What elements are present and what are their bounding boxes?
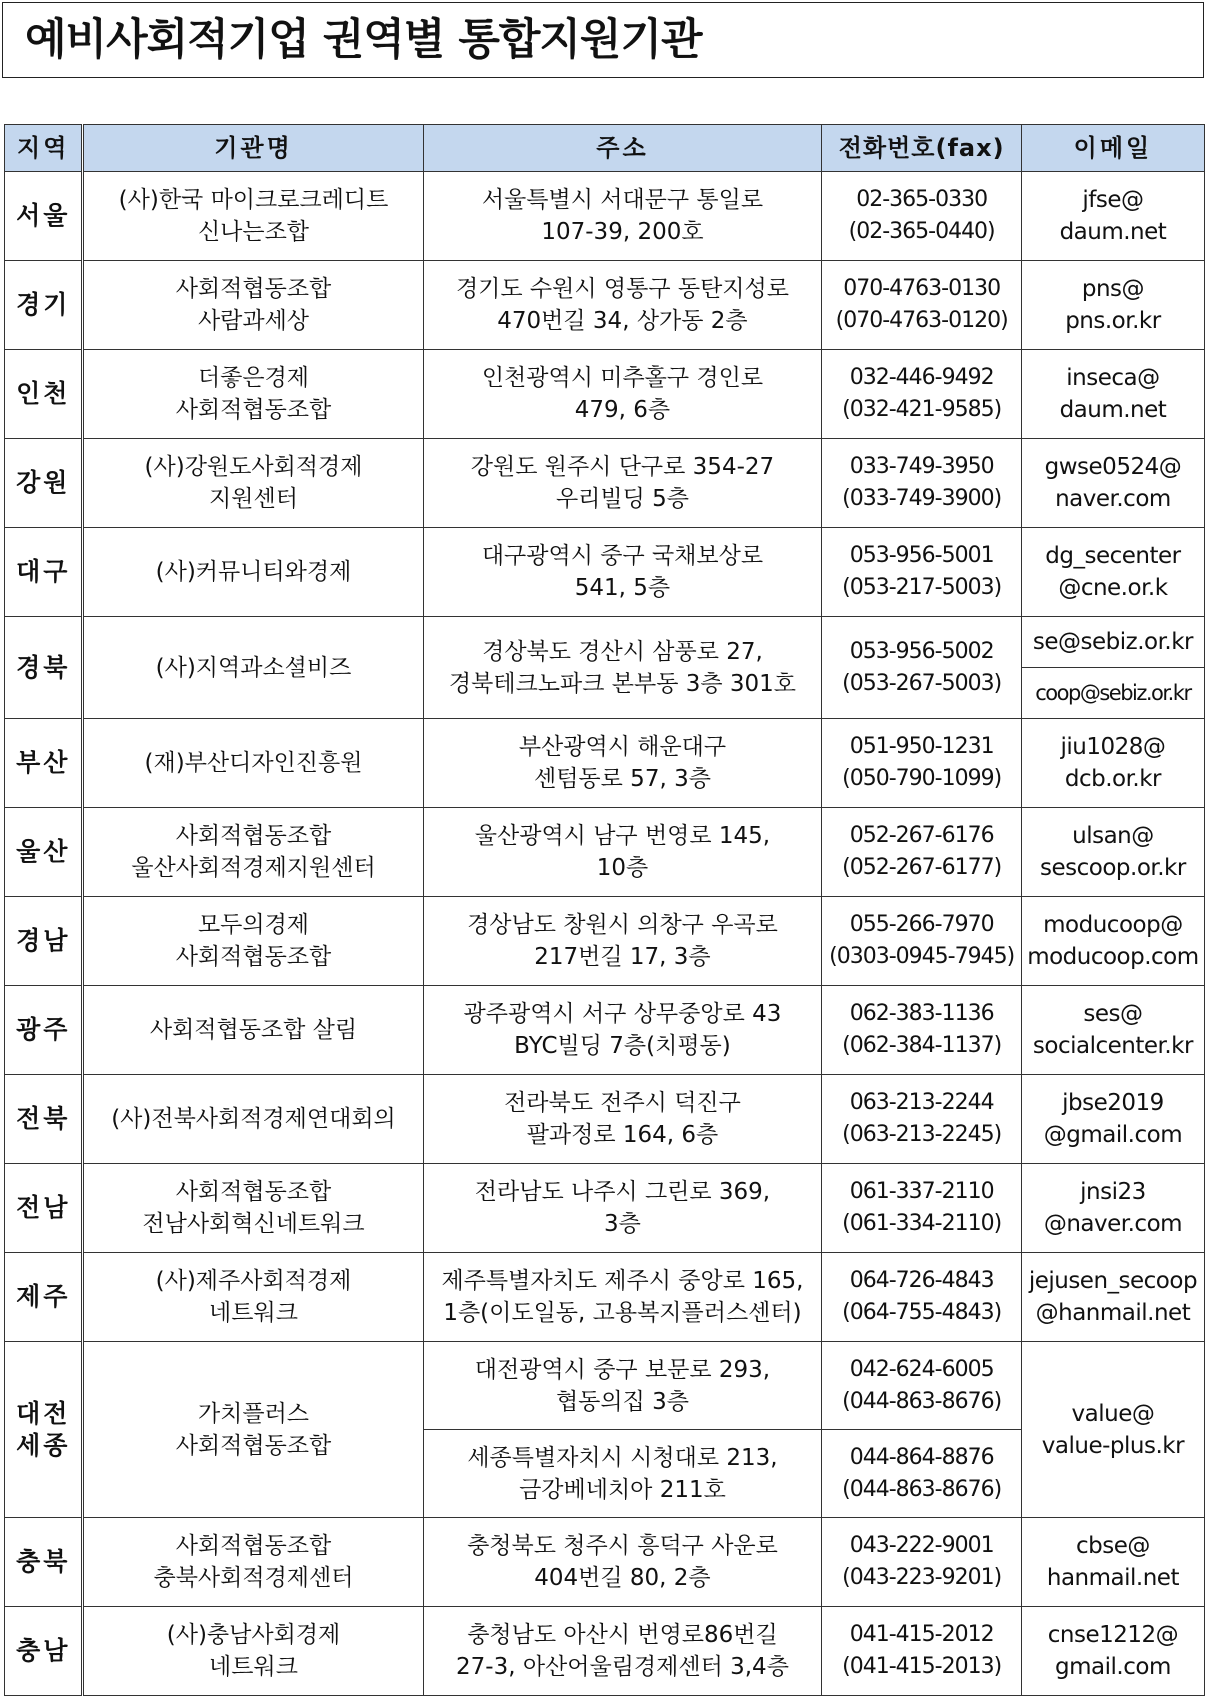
header-address: 주소 — [423, 125, 822, 172]
phone-cell — [822, 439, 1021, 528]
address-cell-line: BYC빌딩 7층(치평동) — [514, 1033, 731, 1059]
email-cell-line: jbse2019 — [1062, 1090, 1164, 1116]
org-cell-line: (사)전북사회적경제연대회의 — [111, 1106, 396, 1132]
email-cell-line: daum.net — [1059, 397, 1167, 423]
address-cell-line: 경상남도 창원시 의창구 우곡로 — [467, 912, 778, 938]
email-cell-line: gwse0524@ — [1044, 454, 1182, 480]
table-row — [5, 439, 1205, 528]
org-cell-line: 전남사회혁신네트워크 — [142, 1211, 365, 1237]
region-cell — [5, 1518, 83, 1607]
phone-cell-line: 044-864-8876 — [849, 1444, 994, 1470]
address-cell-line: 541, 5층 — [574, 575, 671, 601]
address-cell-line: 10층 — [596, 855, 649, 881]
phone-cell — [822, 1518, 1021, 1607]
address-cell-line: 서울특별시 서대문구 통일로 — [481, 187, 764, 213]
org-cell-line: (재)부산디자인진흥원 — [144, 750, 363, 776]
org-cell-line: 신나는조합 — [197, 219, 310, 245]
region-cell-line: 제주 — [16, 1282, 71, 1311]
table-row — [5, 350, 1205, 439]
phone-cell — [822, 1164, 1021, 1253]
address-cell-line: 광주광역시 서구 상무중앙로 43 — [463, 1001, 782, 1027]
address-cell — [423, 986, 822, 1075]
address-cell-line: 충청북도 청주시 흥덕구 사운로 — [467, 1533, 778, 1559]
org-cell-line: 사회적협동조합 살림 — [149, 1017, 358, 1043]
org-cell — [83, 439, 423, 528]
phone-cell-line: 043-222-9001 — [849, 1533, 994, 1558]
address-cell — [423, 719, 822, 808]
org-cell-line: (사)커뮤니티와경제 — [155, 559, 352, 585]
phone-cell-line: 055-266-7970 — [849, 912, 994, 937]
org-cell-line: 사회적협동조합 — [175, 397, 332, 423]
email-cell — [1021, 986, 1204, 1075]
address-cell-line: 대구광역시 중구 국채보상로 — [481, 543, 764, 569]
region-cell-line: 충남 — [16, 1636, 71, 1665]
org-cell — [83, 350, 423, 439]
table-row — [5, 1253, 1205, 1342]
phone-cell — [822, 986, 1021, 1075]
address-cell — [423, 1253, 822, 1342]
org-cell-line: (사)강원도사회적경제 — [144, 454, 363, 480]
email-cell — [1021, 350, 1204, 439]
address-cell-line: 협동의집 3층 — [555, 1388, 689, 1415]
region-cell — [5, 617, 83, 719]
org-cell — [83, 617, 423, 719]
address-cell-line: 충청남도 아산시 번영로86번길 — [467, 1622, 778, 1648]
phone-cell-line: (0303-0945-7945) — [829, 944, 1015, 969]
region-cell — [5, 1075, 83, 1164]
email-cell-line: se@sebiz.or.kr — [1032, 629, 1194, 655]
org-cell — [83, 1607, 423, 1696]
phone-cell — [822, 1342, 1021, 1430]
email-cell — [1021, 1075, 1204, 1164]
phone-cell — [822, 1430, 1021, 1518]
email-cell-line: hanmail.net — [1046, 1565, 1179, 1591]
email-cell-line: sescoop.or.kr — [1040, 855, 1186, 881]
phone-cell — [822, 1075, 1021, 1164]
table-row — [5, 617, 1205, 668]
org-cell — [83, 1518, 423, 1607]
org-cell-line: 네트워크 — [209, 1654, 298, 1680]
phone-cell-line: (063-213-2245) — [842, 1122, 1002, 1147]
org-cell-line: 더좋은경제 — [197, 365, 310, 391]
table-row — [5, 261, 1205, 350]
region-cell — [5, 808, 83, 897]
phone-cell — [822, 897, 1021, 986]
table-row — [5, 1342, 1205, 1430]
phone-cell — [822, 1607, 1021, 1696]
table-row — [5, 1075, 1205, 1164]
email-cell-line: jejusen_secoop — [1028, 1268, 1198, 1294]
phone-cell-line: (02-365-0440) — [848, 219, 995, 244]
address-cell — [423, 617, 822, 719]
email-cell-line: pns.or.kr — [1065, 308, 1161, 334]
address-cell-line: 전라북도 전주시 덕진구 — [504, 1090, 741, 1116]
org-cell-line: 네트워크 — [209, 1300, 298, 1326]
phone-cell-line: 062-383-1136 — [849, 1001, 994, 1026]
email-cell — [1021, 261, 1204, 350]
org-cell-line: 울산사회적경제지원센터 — [131, 855, 376, 881]
org-cell — [83, 261, 423, 350]
email-cell-line: coop@sebiz.or.kr — [1035, 681, 1191, 705]
address-cell-line: 경상북도 경산시 삼풍로 27, — [482, 638, 763, 665]
email-cell — [1021, 172, 1204, 261]
org-cell-line: (사)충남사회경제 — [166, 1622, 341, 1648]
header-row — [5, 125, 1205, 172]
phone-cell-line: 052-267-6176 — [849, 823, 994, 848]
page-title: 예비사회적기업 권역별 통합지원기관 — [25, 15, 702, 65]
region-cell-line: 세종 — [16, 1430, 71, 1460]
address-cell-line: 인천광역시 미추홀구 경인로 — [481, 365, 764, 391]
table-row — [5, 986, 1205, 1075]
address-cell-line: 470번길 34, 상가동 2층 — [497, 308, 748, 334]
address-cell — [423, 439, 822, 528]
address-cell-line: 경북테크노파크 본부동 3층 301호 — [448, 670, 797, 697]
email-cell-line: socialcenter.kr — [1032, 1033, 1193, 1059]
table-row — [5, 1607, 1205, 1696]
table-row — [5, 719, 1205, 808]
phone-cell — [822, 172, 1021, 261]
email-cell-line: pns@ — [1081, 276, 1145, 302]
phone-cell-line: 051-950-1231 — [849, 734, 994, 759]
phone-cell-line: 064-726-4843 — [849, 1268, 994, 1293]
address-cell-line: 전라남도 나주시 그린로 369, — [474, 1179, 771, 1205]
phone-cell-line: 032-446-9492 — [849, 365, 994, 390]
email-cell — [1021, 1253, 1204, 1342]
phone-cell — [822, 350, 1021, 439]
phone-cell-line: 061-337-2110 — [849, 1179, 994, 1204]
region-cell-line: 인천 — [16, 379, 71, 408]
address-cell-line: 대전광역시 중구 보문로 293, — [474, 1356, 771, 1383]
phone-cell-line: (032-421-9585) — [842, 397, 1002, 422]
email-cell-line: dcb.or.kr — [1064, 766, 1162, 792]
org-cell-line: 사회적협동조합 — [175, 944, 332, 970]
phone-cell-line: 042-624-6005 — [849, 1356, 994, 1382]
phone-cell-line: 053-956-5002 — [849, 638, 994, 664]
region-cell-line: 대구 — [16, 557, 71, 586]
org-cell-line: 충북사회적경제센터 — [153, 1565, 354, 1591]
region-cell — [5, 1342, 83, 1518]
email-cell-line: dg_secenter — [1045, 543, 1181, 569]
phone-cell — [822, 719, 1021, 808]
address-cell-line: 3층 — [604, 1211, 641, 1237]
phone-cell-line: (044-863-8676) — [842, 1388, 1002, 1414]
email-cell-line: ses@ — [1083, 1001, 1143, 1027]
region-cell-line: 충북 — [16, 1547, 71, 1576]
org-cell-line: (사)제주사회적경제 — [155, 1268, 352, 1294]
address-cell-line: 우리빌딩 5층 — [555, 486, 689, 512]
region-cell-line: 경기 — [16, 290, 71, 319]
email-cell-line: cnse1212@ — [1047, 1622, 1179, 1648]
address-cell — [423, 261, 822, 350]
table-row — [5, 897, 1205, 986]
email-cell — [1021, 439, 1204, 528]
org-cell — [83, 1164, 423, 1253]
region-cell-line: 전남 — [16, 1193, 71, 1222]
email-cell-line: jiu1028@ — [1060, 734, 1166, 760]
email-cell — [1021, 1518, 1204, 1607]
table-row — [5, 528, 1205, 617]
region-cell-line: 강원 — [16, 468, 71, 497]
phone-cell-line: (053-217-5003) — [842, 575, 1002, 600]
address-cell — [423, 1430, 822, 1518]
org-cell — [83, 986, 423, 1075]
phone-cell — [822, 617, 1021, 719]
address-cell-line: 217번길 17, 3층 — [534, 944, 711, 970]
org-cell — [83, 1253, 423, 1342]
address-cell-line: 센텀동로 57, 3층 — [534, 766, 711, 792]
table-row — [5, 1164, 1205, 1253]
email-cell — [1021, 1164, 1204, 1253]
address-cell-line: 제주특별자치도 제주시 중앙로 165, — [441, 1268, 804, 1294]
phone-cell-line: (041-415-2013) — [842, 1654, 1002, 1679]
address-cell — [423, 808, 822, 897]
table-row — [5, 808, 1205, 897]
address-cell-line: 479, 6층 — [574, 397, 671, 423]
email-cell-line: value-plus.kr — [1041, 1432, 1185, 1459]
email-cell-line: @hanmail.net — [1035, 1300, 1191, 1326]
org-cell — [83, 808, 423, 897]
address-cell-line: 경기도 수원시 영통구 동탄지성로 — [455, 276, 789, 302]
phone-cell-line: (064-755-4843) — [842, 1300, 1002, 1325]
region-cell — [5, 261, 83, 350]
region-cell — [5, 172, 83, 261]
header-phone: 전화번호(fax) — [822, 125, 1021, 172]
support-agency-table — [4, 124, 1205, 1696]
email-cell-line: cbse@ — [1075, 1533, 1150, 1559]
phone-cell — [822, 808, 1021, 897]
email-cell-line: value@ — [1071, 1400, 1155, 1427]
email-cell — [1021, 897, 1204, 986]
phone-cell-line: 070-4763-0130 — [843, 276, 1001, 301]
email-cell — [1021, 808, 1204, 897]
address-cell — [423, 1164, 822, 1253]
header-org: 기관명 — [83, 125, 423, 172]
org-cell-line: 사회적협동조합 — [175, 1179, 332, 1205]
phone-cell-line: (062-384-1137) — [842, 1033, 1002, 1058]
phone-cell — [822, 1253, 1021, 1342]
title-box — [2, 2, 1204, 78]
address-cell — [423, 1607, 822, 1696]
header-email: 이메일 — [1021, 125, 1204, 172]
email-cell-line: naver.com — [1055, 486, 1171, 512]
region-cell — [5, 719, 83, 808]
phone-cell-line: (033-749-3900) — [842, 486, 1002, 511]
email-cell-line: jnsi23 — [1080, 1179, 1146, 1205]
email-cell — [1021, 1342, 1204, 1518]
address-cell-line: 울산광역시 남구 번영로 145, — [474, 823, 771, 849]
org-cell — [83, 528, 423, 617]
phone-cell-line: (053-267-5003) — [842, 670, 1002, 696]
org-cell — [83, 172, 423, 261]
email-cell-line: @naver.com — [1043, 1211, 1183, 1237]
region-cell — [5, 1607, 83, 1696]
region-cell-line: 부산 — [16, 748, 71, 777]
phone-cell-line: (052-267-6177) — [842, 855, 1002, 880]
phone-cell-line: (043-223-9201) — [842, 1565, 1002, 1590]
email-cell — [1021, 617, 1204, 668]
region-cell — [5, 986, 83, 1075]
address-cell-line: 팔과정로 164, 6층 — [526, 1122, 719, 1148]
email-cell-line: daum.net — [1059, 219, 1167, 245]
phone-cell-line: 063-213-2244 — [849, 1090, 994, 1115]
address-cell-line: 27-3, 아산어울림경제센터 3,4층 — [456, 1654, 789, 1680]
email-cell — [1021, 719, 1204, 808]
address-cell-line: 1층(이도일동, 고용복지플러스센터) — [443, 1300, 802, 1326]
org-cell — [83, 897, 423, 986]
email-cell-line: @cne.or.k — [1058, 575, 1168, 601]
address-cell-line: 107-39, 200호 — [541, 219, 704, 245]
phone-cell-line: (061-334-2110) — [842, 1211, 1002, 1236]
email-cell-line: inseca@ — [1066, 365, 1160, 391]
org-cell-line: 사회적협동조합 — [175, 276, 332, 302]
email-cell-line: moducoop.com — [1027, 944, 1199, 970]
address-cell — [423, 1075, 822, 1164]
address-cell-line: 부산광역시 해운대구 — [518, 734, 727, 760]
org-cell-line: 모두의경제 — [197, 912, 310, 938]
email-cell-line: jfse@ — [1082, 187, 1144, 213]
email-cell-line: moducoop@ — [1043, 912, 1183, 938]
email-cell — [1021, 528, 1204, 617]
phone-cell-line: 053-956-5001 — [849, 543, 994, 568]
email-cell-line: ulsan@ — [1072, 823, 1154, 849]
org-cell — [83, 1075, 423, 1164]
region-cell-line: 울산 — [16, 837, 71, 866]
region-cell — [5, 1253, 83, 1342]
address-cell — [423, 1342, 822, 1430]
header-region: 지역 — [5, 125, 83, 172]
address-cell — [423, 897, 822, 986]
address-cell-line: 강원도 원주시 단구로 354-27 — [470, 454, 775, 480]
phone-cell-line: 041-415-2012 — [849, 1622, 994, 1647]
region-cell-line: 광주 — [16, 1015, 71, 1044]
region-cell-line: 전북 — [16, 1104, 71, 1133]
phone-cell-line: (070-4763-0120) — [835, 308, 1008, 333]
region-cell-line: 경남 — [16, 926, 71, 955]
table-row — [5, 172, 1205, 261]
address-cell-line: 세종특별자치시 시청대로 213, — [467, 1444, 778, 1471]
org-cell-line: 지원센터 — [209, 486, 298, 512]
org-cell — [83, 719, 423, 808]
org-cell-line: 사회적협동조합 — [175, 823, 332, 849]
org-cell — [83, 1342, 423, 1518]
address-cell-line: 404번길 80, 2층 — [534, 1565, 711, 1591]
region-cell — [5, 528, 83, 617]
region-cell — [5, 1164, 83, 1253]
table-row — [5, 1518, 1205, 1607]
org-cell-line: (사)한국 마이크로크레디트 — [118, 187, 389, 213]
phone-cell-line: 02-365-0330 — [856, 187, 988, 212]
org-cell-line: 사회적협동조합 — [175, 1432, 332, 1459]
email-cell-line: @gmail.com — [1043, 1122, 1183, 1148]
email-cell — [1021, 1607, 1204, 1696]
region-cell-line: 서울 — [16, 201, 71, 230]
email-cell — [1021, 668, 1204, 719]
org-cell-line: 가치플러스 — [197, 1400, 310, 1427]
address-cell-line: 금강베네치아 211호 — [519, 1476, 726, 1503]
email-cell-line: gmail.com — [1055, 1654, 1171, 1680]
org-cell-line: 사람과세상 — [197, 308, 310, 334]
address-cell — [423, 172, 822, 261]
phone-cell — [822, 261, 1021, 350]
org-cell-line: 사회적협동조합 — [175, 1533, 332, 1559]
address-cell — [423, 528, 822, 617]
region-cell-line: 경북 — [16, 652, 71, 682]
address-cell — [423, 350, 822, 439]
region-cell-line: 대전 — [16, 1398, 71, 1428]
region-cell — [5, 439, 83, 528]
org-cell-line: (사)지역과소셜비즈 — [155, 654, 352, 681]
phone-cell — [822, 528, 1021, 617]
region-cell — [5, 897, 83, 986]
phone-cell-line: 033-749-3950 — [849, 454, 994, 479]
region-cell — [5, 350, 83, 439]
address-cell — [423, 1518, 822, 1607]
phone-cell-line: (050-790-1099) — [842, 766, 1002, 791]
phone-cell-line: (044-863-8676) — [842, 1476, 1002, 1502]
